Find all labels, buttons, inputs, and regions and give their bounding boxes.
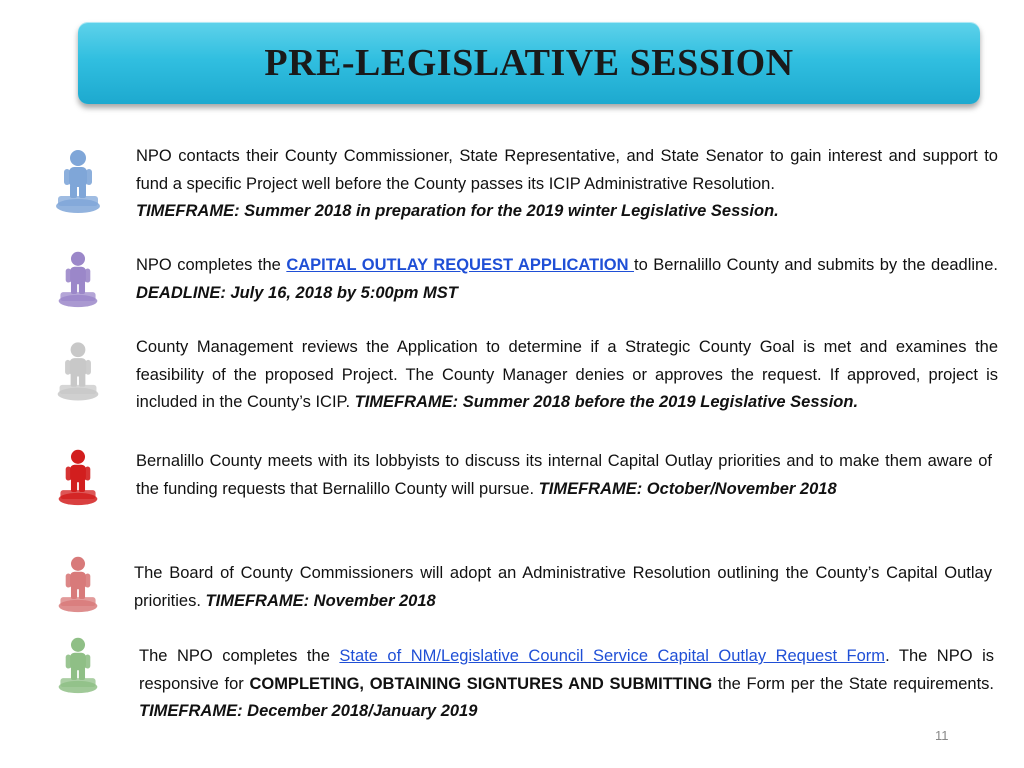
item-2-text [136,252,998,307]
person-on-puzzle-rose-icon [54,555,102,613]
item-6-timeframe: TIMEFRAME: December 2018/January 2019 [139,702,478,720]
item-5 [134,560,992,615]
item-4-description: Bernalillo County meets with its lobbyists to discuss its internal Capital Outlay priorities and to make them aware of the funding requests that Bernalillo County will pursue. [136,452,992,498]
item-4-text [136,448,992,503]
title-banner [78,22,980,104]
item-2-text-before: NPO completes the [136,256,287,274]
item-5-timeframe: TIMEFRAME: November 2018 [205,591,436,610]
item-3-description: County Management reviews the Application to determine if a Strategic County Goal is met and examines the feasibility of the proposed Project. The County Manager denies or approves the request. If approved, project is included in the County’s ICIP. [136,338,998,411]
person-on-puzzle-grey-icon [54,340,102,402]
person-on-puzzle-blue-icon [50,148,106,214]
item-2 [136,252,998,307]
item-1-text [136,143,998,226]
item-5-text [134,560,992,615]
capital-outlay-application-link[interactable]: CAPITAL OUTLAY REQUEST APPLICATION [286,256,635,274]
person-on-puzzle-purple-icon [54,250,102,308]
item-1-description: NPO contacts their County Commissioner, State Representative, and State Senator to gain interest and support to fund a specific Project well before the County passes its ICIP Administrative Resolution. [136,147,998,193]
item-6-text-after: the Form per the State requirements. [712,674,994,693]
item-1 [136,143,998,226]
item-2-text-after: to Bernalillo County and submits by the deadline. [634,256,998,274]
item-6-emphasis: COMPLETING, OBTAINING SIGNTURES AND SUBMITTING [249,674,713,693]
item-6-text [139,643,994,726]
item-6-text-mid: . The NPO is responsive for [139,647,994,693]
item-3-text [136,334,998,417]
capital-outlay-request-form-link[interactable]: State of NM/Legislative Council Service Capital Outlay Request Form [339,647,886,665]
item-6-text-before: The NPO completes the [139,647,340,665]
slide-title: PRE-LEGISLATIVE SESSION [264,42,794,84]
item-3 [136,334,998,417]
slide-number: 11 [935,728,949,743]
item-5-description: The Board of County Commissioners will adopt an Administrative Resolution outlining the County’s Capital Outlay priorities. [134,564,992,610]
item-4 [136,448,992,503]
item-1-timeframe: TIMEFRAME: Summer 2018 in preparation for the 2019 winter Legislative Session. [136,202,779,220]
item-6 [139,643,994,726]
person-on-puzzle-red-icon [54,448,102,506]
item-4-timeframe: TIMEFRAME: October/November 2018 [538,479,837,498]
person-on-puzzle-green-icon [54,636,102,694]
item-2-deadline: DEADLINE: July 16, 2018 by 5:00pm MST [136,283,458,302]
item-3-timeframe: TIMEFRAME: Summer 2018 before the 2019 Legislative Session. [354,393,859,411]
